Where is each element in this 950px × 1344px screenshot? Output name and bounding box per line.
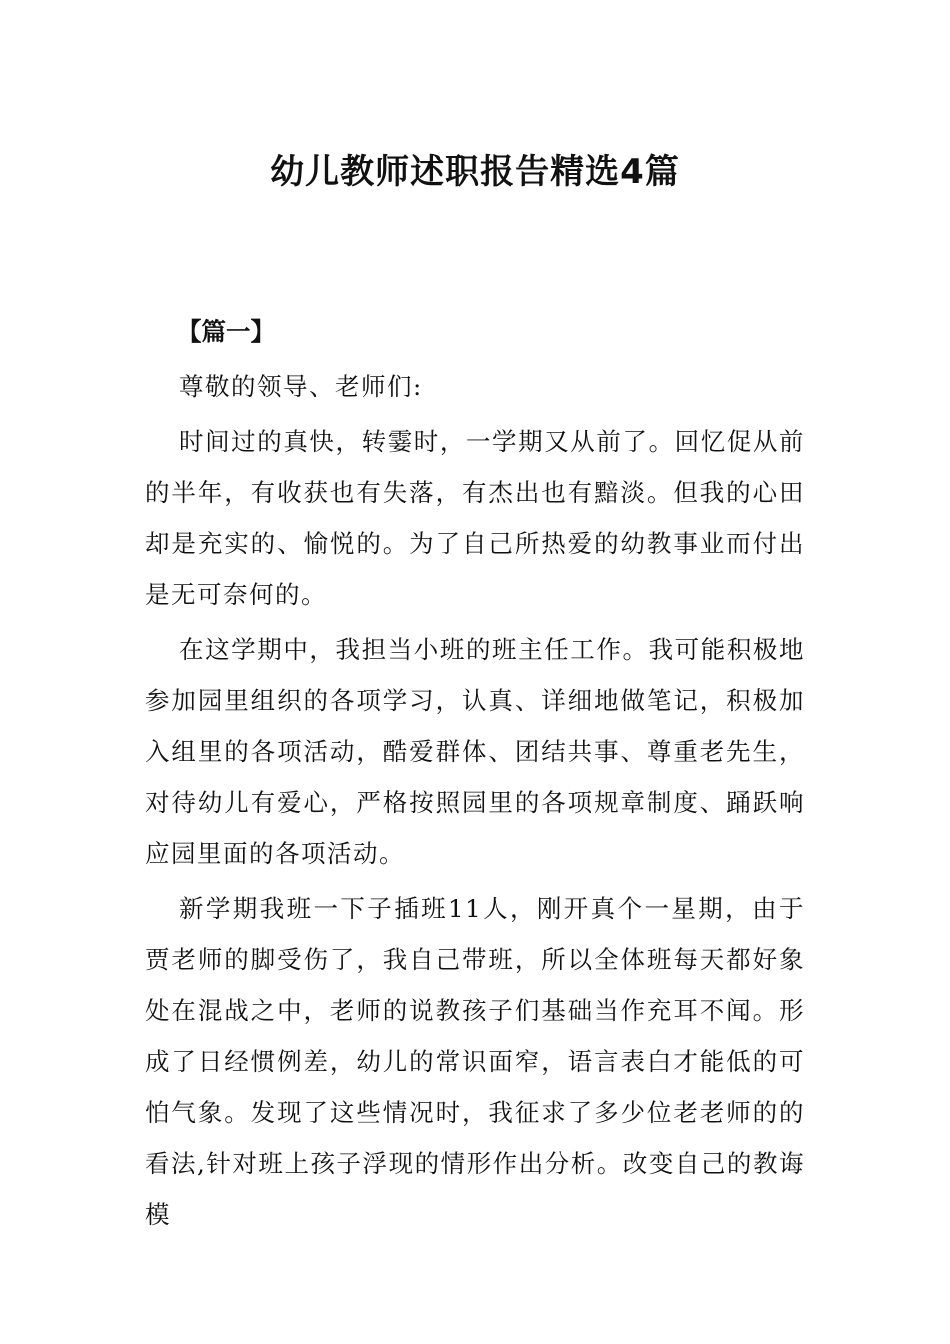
paragraph-3: 新学期我班一下子插班11人，刚开真个一星期，由于贾老师的脚受伤了，我自己带班，所以全体班每天都好象处在混战之中，老师的说教孩子们基础当作充耳不闻。形成了日经惯例差，幼儿的常识面窄，语言表白才能低的可怕气象。发现了这些情况时，我征求了多少位老老师的的看法,针对班上孩子浮现的情形作出分析。改变自己的教诲模 bbox=[145, 894, 805, 1229]
paragraph-1: 时间过的真快，转霎时，一学期又从前了。回忆促从前的半年，有收获也有失落，有杰出也有黯淡。但我的心田却是充实的、愉悦的。为了自己所热爱的幼教事业而付出是无可奈何的。 bbox=[145, 427, 805, 609]
paragraph-2: 在这学期中，我担当小班的班主任工作。我可能积极地参加园里组织的各项学习，认真、详细地做笔记，积极加入组里的各项活动，酷爱群体、团结共事、尊重老先生，对待幼儿有爱心，严格按照园里的各项规章制度、踊跃响应园里面的各项活动。 bbox=[145, 635, 805, 868]
greeting-line: 尊敬的领导、老师们: bbox=[179, 372, 423, 401]
section-heading: 【篇一】 bbox=[177, 317, 275, 346]
document-title: 幼儿教师述职报告精选4篇 bbox=[270, 152, 680, 192]
document-body bbox=[145, 306, 805, 1244]
